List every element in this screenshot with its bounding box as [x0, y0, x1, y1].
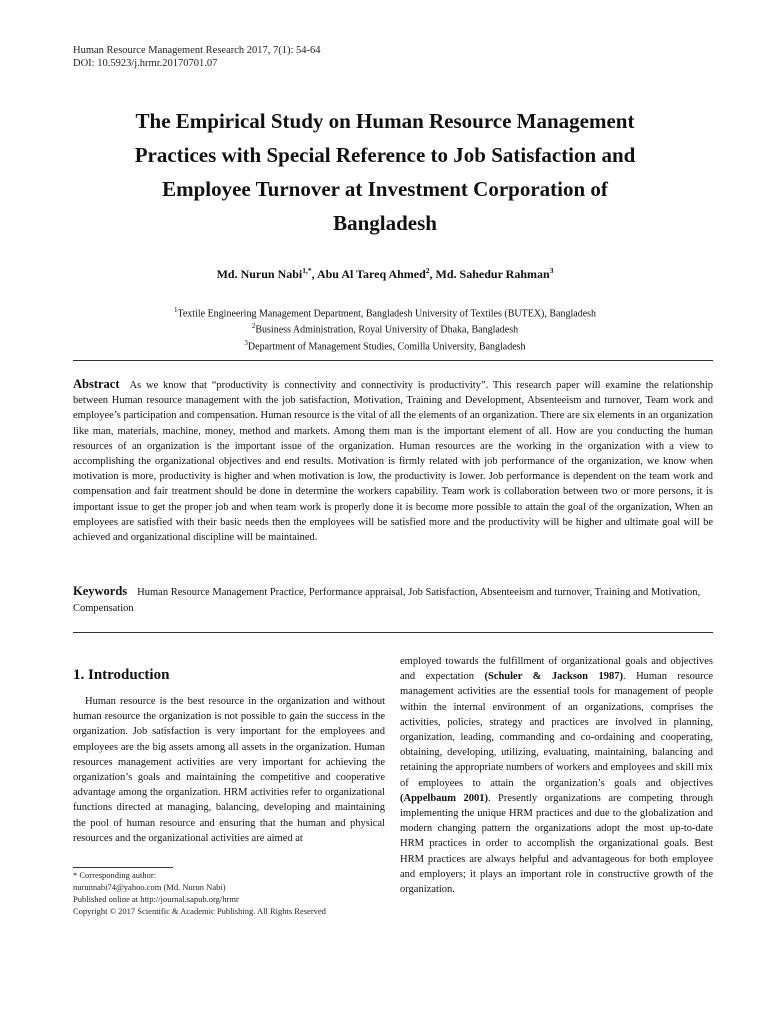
affiliation: [40, 304, 730, 320]
divider-bottom: [73, 632, 713, 633]
abstract-heading: Abstract: [73, 377, 120, 391]
affiliation-num: 2: [251, 322, 256, 331]
abstract: [73, 377, 713, 545]
affiliation-list: [40, 304, 730, 353]
keywords: [73, 583, 713, 617]
author-email: nurunnabi74@yahoo.com (Md. Nurun Nabi): [73, 882, 226, 892]
author-separator: ,: [429, 267, 436, 281]
journal-citation: Human Resource Management Research 2017, 7(1): 54-64: [73, 45, 321, 56]
intro-paragraph: Human resource is the best resource in the organization and without human resource the organization is not possible to gain the success in the organization. Job satisfaction is very important for the employees and employees are the big assets among all assets in the organization. Human resources management activities are very important for achieving the organization’s goals and maintaining the competitive and cooperative advantage among the organization. HRM activities refer to organizational functions directed at managing, balancing, developing and maintaining the pool of human resource and ensuring that the human and physical resources and the organizational activities are aimed at: [73, 696, 385, 844]
title-line: Practices with Special Reference to Job Satisfaction and: [134, 143, 636, 167]
affiliation: [40, 320, 730, 336]
affiliation-num: 3: [244, 338, 248, 347]
journal-doi: DOI: 10.5923/j.hrmr.20170701.07: [73, 58, 218, 69]
text-segment: . Human resource management activities are the essential tools for management of people within the internal environment of an organizations, comprises the activities, policies, strategy and practices are involved in planning, organization, leading, commanding and co-ordaining and cooperating, obtaining, developing, utilizing, evaluating, maintaining, balancing and retaining the appropriate numbers of workers and employees and skill mix of employees to attain the organization’s goals and objectives: [400, 671, 713, 789]
title-line: The Empirical Study on Human Resource Management: [135, 109, 635, 133]
corresponding-author: * Corresponding author:: [73, 870, 157, 880]
copyright: Copyright © 2017 Scientific & Academic Publishing. All Rights Reserved: [73, 906, 326, 916]
paper-title: [40, 104, 730, 240]
author-sup: 3: [549, 266, 554, 275]
author-sup: 1,*: [302, 266, 312, 275]
footnotes: [73, 869, 326, 917]
abstract-text: As we know that “productivity is connectivity and connectivity is productivity”. This research paper will examine the relationship between Human resource management with the job satisfaction, Motivation, Training and Development, Absenteeism and turnover, Team work and employee’s participation and compensation. Human resource is the vital of all the elements of an organization. There are six elements in an organization like man, materials, machine, money, method and markets. Among them man is the important element of all. How are you conducting the human resources of an organization is the important issue of the organization. Human resources are the working in the organization with a view to accomplishing the organizational objectives and end results. Motivation is firmly related with job performance of the organization, we know when motivation is more, productivity is higher and when motivation is low, the productivity is lower. Job performance is dependent on the team work and compensation and fair treatment should be done in determine the workers capability. Team work is collaboration between two or more persons, it is important issue to get the proper job and when team work is properly done it is become more possible to attain the goal of the organization, When an employees are satisfied with their basic needs then the employees will be satisfied more and the productivity will be higher and ultimate goal will be achieved and organizational discipline will be maintained.: [73, 380, 713, 544]
affiliation: [40, 337, 730, 353]
text-segment: . Presently organizations are competing through implementing the unique HRM practices and due to the globalization and modern changing pattern the organizations adopt the most up-to-date HRM practices in order to accomplish the organizational goals. Best HRM practices are always helpful and advantageous for both employee and employers; it plays an important role in constructive growth of the organization.: [400, 792, 713, 896]
keywords-heading: Keywords: [73, 584, 128, 598]
affiliation-text: Business Administration, Royal University of Dhaka, Bangladesh: [255, 324, 519, 336]
left-column: [73, 655, 385, 846]
intro-paragraph-continued: [400, 654, 713, 897]
footnote-divider: [73, 867, 173, 868]
right-column: [400, 654, 713, 897]
author-sup: 2: [425, 266, 430, 275]
author-list: [40, 266, 730, 282]
journal-header: [73, 44, 321, 70]
affiliation-text: Textile Engineering Management Department, Bangladesh University of Textiles (BUTEX), Bangladesh: [177, 308, 597, 320]
author-name: Md. Sahedur Rahman: [435, 267, 550, 281]
author-separator: ,: [311, 267, 317, 281]
divider-top: [73, 360, 713, 361]
published-online: Published online at http://journal.sapub.org/hrmr: [73, 894, 239, 904]
author-name: Abu Al Tareq Ahmed: [316, 267, 426, 281]
affiliation-text: Department of Management Studies, Comilla University, Bangladesh: [247, 340, 526, 352]
section-heading: 1. Introduction: [73, 667, 170, 683]
keywords-text: Human Resource Management Practice, Performance appraisal, Job Satisfaction, Absenteeism and turnover, Training and Motivation, Compensation: [73, 587, 701, 614]
author-name: Md. Nurun Nabi: [216, 267, 303, 281]
citation: (Schuler & Jackson 1987): [484, 671, 623, 683]
affiliation-num: 1: [173, 306, 178, 314]
title-line: Bangladesh: [333, 211, 437, 235]
citation: (Appelbaum 2001): [400, 792, 488, 804]
title-line: Employee Turnover at Investment Corporation of: [162, 177, 608, 201]
text-segment: employed towards the fulfillment of organizational goals and objectives and expectation: [400, 656, 713, 683]
